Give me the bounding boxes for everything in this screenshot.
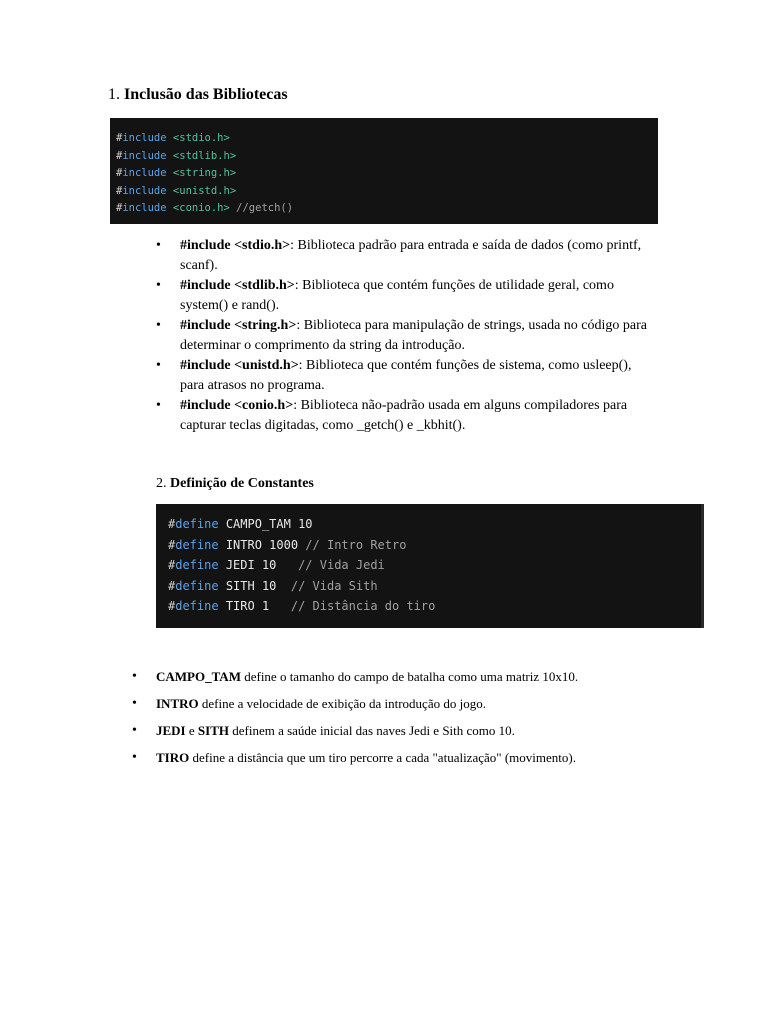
- list-item: [156, 356, 656, 395]
- code-line: [116, 200, 658, 218]
- bullet-icon: •: [132, 750, 137, 765]
- code-identifier: JEDI 10: [218, 558, 299, 573]
- item-text: : Biblioteca para manipulação de strings, usada no código para determinar o comprimento da string da introdução.: [180, 318, 647, 353]
- item-text: : Biblioteca não-padrão usada em alguns compiladores para capturar teclas digitadas, como _getch() e _kbhit().: [180, 398, 628, 433]
- define-code-block: [156, 504, 704, 628]
- code-identifier: INTRO 1000: [218, 537, 306, 552]
- code-keyword: define: [175, 599, 219, 614]
- include-description-list: [156, 236, 656, 436]
- item-bold: #include <string.h>: [180, 318, 297, 333]
- bullet-icon: •: [132, 723, 137, 738]
- item-text: : Biblioteca padrão para entrada e saída de dados (como printf, scanf).: [180, 238, 642, 273]
- item-text: define a distância que um tiro percorre a cada "atualização" (movimento).: [189, 750, 576, 765]
- code-line: [116, 183, 658, 201]
- code-comment: // Vida Sith: [290, 578, 378, 593]
- code-keyword: include: [122, 149, 167, 162]
- code-keyword: define: [175, 578, 219, 593]
- item-text: definem a saúde inicial das naves Jedi e Sith como 10.: [228, 723, 515, 738]
- list-item: [132, 695, 732, 722]
- list-item: [132, 749, 732, 776]
- code-comment: //getch(): [236, 202, 294, 214]
- code-directive: #: [116, 149, 123, 162]
- code-line: [116, 148, 658, 166]
- code-keyword: define: [175, 558, 219, 573]
- code-directive: #: [168, 558, 176, 573]
- item-text: define o tamanho do campo de batalha como uma matriz 10x10.: [240, 669, 579, 684]
- code-line: [168, 596, 701, 617]
- item-bold: SITH: [197, 723, 229, 738]
- code-keyword: define: [175, 537, 219, 552]
- code-header: <stdio.h>: [172, 132, 230, 144]
- section-1-heading: [108, 86, 288, 104]
- section-2-heading: [156, 476, 314, 492]
- item-text: : Biblioteca que contém funções de sistema, como usleep(), para atrasos no programa.: [180, 358, 632, 393]
- code-keyword: include: [122, 184, 167, 197]
- code-directive: #: [116, 132, 123, 144]
- code-directive: #: [168, 578, 176, 593]
- bullet-icon: •: [156, 278, 161, 293]
- list-item: [156, 316, 656, 355]
- include-code-block: [110, 118, 658, 224]
- code-header: <conio.h>: [172, 202, 230, 214]
- list-item: [156, 276, 656, 315]
- bullet-icon: •: [156, 318, 161, 333]
- code-keyword: include: [122, 132, 167, 144]
- code-line: [168, 555, 701, 576]
- item-bold: JEDI: [156, 723, 186, 738]
- bullet-icon: •: [156, 238, 161, 253]
- section-1-title: Inclusão das Bibliotecas: [124, 86, 288, 103]
- code-identifier: CAMPO_TAM 10: [218, 517, 313, 531]
- code-line: [168, 576, 701, 597]
- code-directive: #: [168, 599, 176, 614]
- code-identifier: SITH 10: [218, 578, 291, 593]
- item-bold: #include <stdio.h>: [180, 238, 291, 253]
- bullet-icon: •: [156, 358, 161, 373]
- code-line: [168, 514, 701, 535]
- item-bold: INTRO: [156, 696, 199, 711]
- code-directive: #: [116, 167, 123, 179]
- item-bold: CAMPO_TAM: [156, 669, 241, 684]
- code-identifier: TIRO 1: [218, 599, 291, 614]
- code-keyword: define: [175, 517, 219, 531]
- bullet-icon: •: [132, 669, 137, 684]
- code-header: <string.h>: [172, 167, 237, 179]
- code-keyword: include: [122, 167, 167, 179]
- item-text: define a velocidade de exibição da introdução do jogo.: [198, 696, 486, 711]
- list-item: [132, 722, 732, 749]
- section-1-number: 1.: [108, 86, 120, 103]
- code-directive: #: [168, 537, 176, 552]
- define-description-list: [132, 668, 732, 776]
- bullet-icon: •: [156, 398, 161, 413]
- code-header: <unistd.h>: [172, 184, 237, 197]
- code-comment: // Distância do tiro: [290, 599, 436, 614]
- code-line: [116, 130, 658, 148]
- code-line: [116, 165, 658, 183]
- list-item: [156, 236, 656, 275]
- code-keyword: include: [122, 202, 167, 214]
- item-bold: TIRO: [156, 750, 190, 765]
- item-bold: #include <unistd.h>: [180, 358, 299, 373]
- section-2-title: Definição de Constantes: [170, 476, 314, 491]
- code-line: [168, 535, 701, 556]
- list-item: [156, 396, 656, 435]
- code-comment: // Intro Retro: [305, 537, 407, 552]
- code-directive: #: [116, 184, 123, 197]
- item-text: : Biblioteca que contém funções de utilidade geral, como system() e rand().: [180, 278, 614, 313]
- item-bold: #include <stdlib.h>: [180, 278, 295, 293]
- code-directive: #: [168, 517, 176, 531]
- section-2-number: 2.: [156, 476, 167, 491]
- item-bold: #include <conio.h>: [180, 398, 294, 413]
- code-directive: #: [116, 202, 123, 214]
- code-header: <stdlib.h>: [172, 149, 237, 162]
- code-comment: // Vida Jedi: [298, 558, 385, 573]
- item-text: e: [185, 723, 198, 738]
- list-item: [132, 668, 732, 695]
- bullet-icon: •: [132, 696, 137, 711]
